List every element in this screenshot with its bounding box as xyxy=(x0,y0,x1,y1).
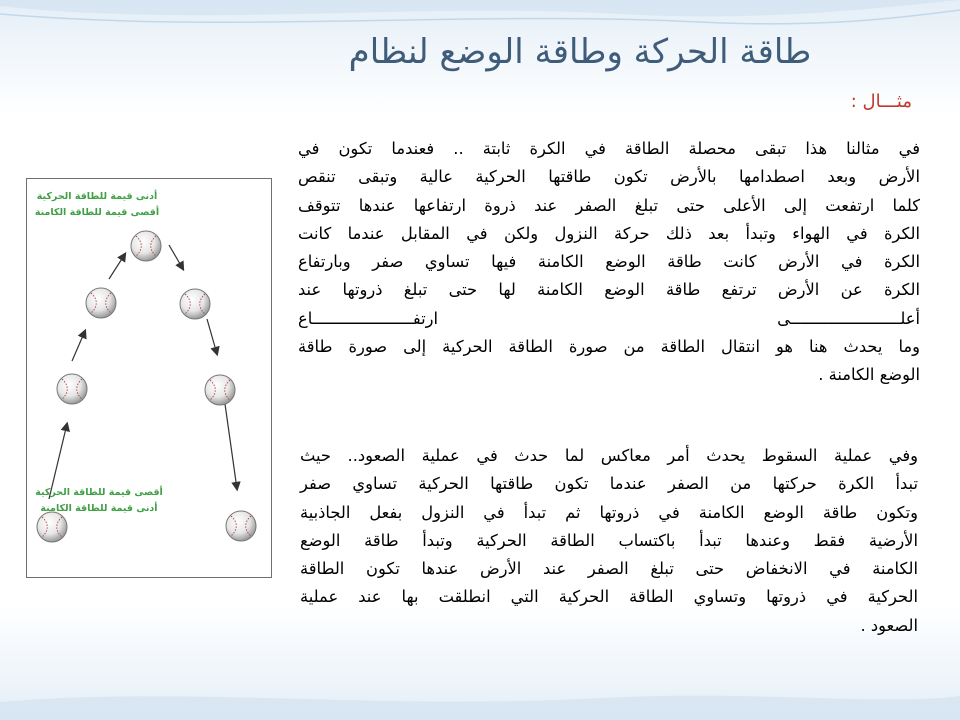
figure-label-min-potential: أدنى قيمة للطاقة الكامنة xyxy=(40,503,158,514)
slide-title: طاقة الحركة وطاقة الوضع لنظام xyxy=(348,32,812,72)
paragraph-line: الوضع الكامنة . xyxy=(818,365,920,385)
paragraph-line: الكرة في الهواء وتبدأ بعد ذلك حركة النزول ولكن في المقابل عندما كانت xyxy=(298,223,920,243)
paragraph-line: الأرضية فقط وعندها تبدأ باكتساب الطاقة الحركية وتبدأ طاقة الوضع xyxy=(300,530,918,550)
paragraph-line: الحركية في ذروتها وتساوي الطاقة الحركية التي انطلقت بها عند عملية xyxy=(300,587,918,607)
baseball-icon xyxy=(226,511,256,541)
figure-label-min-kinetic: أدنى قيمة للطاقة الحركية xyxy=(36,191,158,202)
paragraph-line: وفي عملية السقوط يحدث أمر معاكس لما حدث في عملية الصعود.. حيث xyxy=(300,446,918,465)
paragraph-line: كلما ارتفعت إلى الأعلى حتى تبلغ الصفر عند ذروة ارتفاعها عندها تتوقف xyxy=(298,195,920,215)
paragraph-line: في مثالنا هذا تبقى محصلة الطاقة في الكرة ثابتة .. فعندما تكون في xyxy=(298,139,920,158)
bottom-wave-decoration xyxy=(0,680,960,720)
baseball-icon xyxy=(37,512,67,542)
ball-trajectory-diagram xyxy=(27,179,273,579)
paragraph-line: الأرض وبعد اصطدامها بالأرض تكون طاقتها الحركية عالية وتبقى تنقص xyxy=(298,167,920,187)
paragraph-rise xyxy=(298,135,920,390)
baseball-icon xyxy=(180,289,210,319)
example-label: مثـــال : xyxy=(850,91,912,112)
trajectory-arrows xyxy=(49,245,237,499)
paragraph-fall xyxy=(300,442,918,640)
figure-label-max-potential: أقصى قيمة للطاقة الكامنة xyxy=(34,207,160,218)
paragraph-line: أعلـــــــــــــــــــــــى ارتفـــــــــــــــــــــاع xyxy=(298,308,920,328)
paragraph-line: وما يحدث هنا هو انتقال الطاقة من صورة الطاقة الحركية إلى صورة طاقة xyxy=(298,337,920,357)
paragraph-line: الكرة في الأرض كانت طاقة الوضع الكامنة فيها تساوي صفر وبارتفاع xyxy=(298,252,920,272)
baseball-icon xyxy=(86,288,116,318)
paragraph-line: الكامنة في الانخفاض حتى تبلغ الصفر عند الأرض عندها تكون الطاقة xyxy=(300,559,918,579)
paragraph-line: الكرة عن الأرض ترتفع طاقة الوضع الكامنة لها حتى تبلغ ذروتها عند xyxy=(298,280,920,300)
paragraph-line: وتكون طاقة الوضع الكامنة في ذروتها ثم تبدأ في النزول بفعل الجاذبية xyxy=(300,502,918,522)
baseball-icon xyxy=(131,231,161,261)
paragraph-line: الصعود . xyxy=(860,615,918,635)
baseball-icon xyxy=(57,374,87,404)
baseball-icon xyxy=(205,375,235,405)
figure-label-max-kinetic: أقصى قيمة للطاقة الحركية xyxy=(35,487,163,498)
ball-energy-figure xyxy=(26,178,272,578)
paragraph-line: تبدأ الكرة حركتها من الصفر عندما تكون طاقتها الحركية تساوي صفر xyxy=(300,474,918,494)
